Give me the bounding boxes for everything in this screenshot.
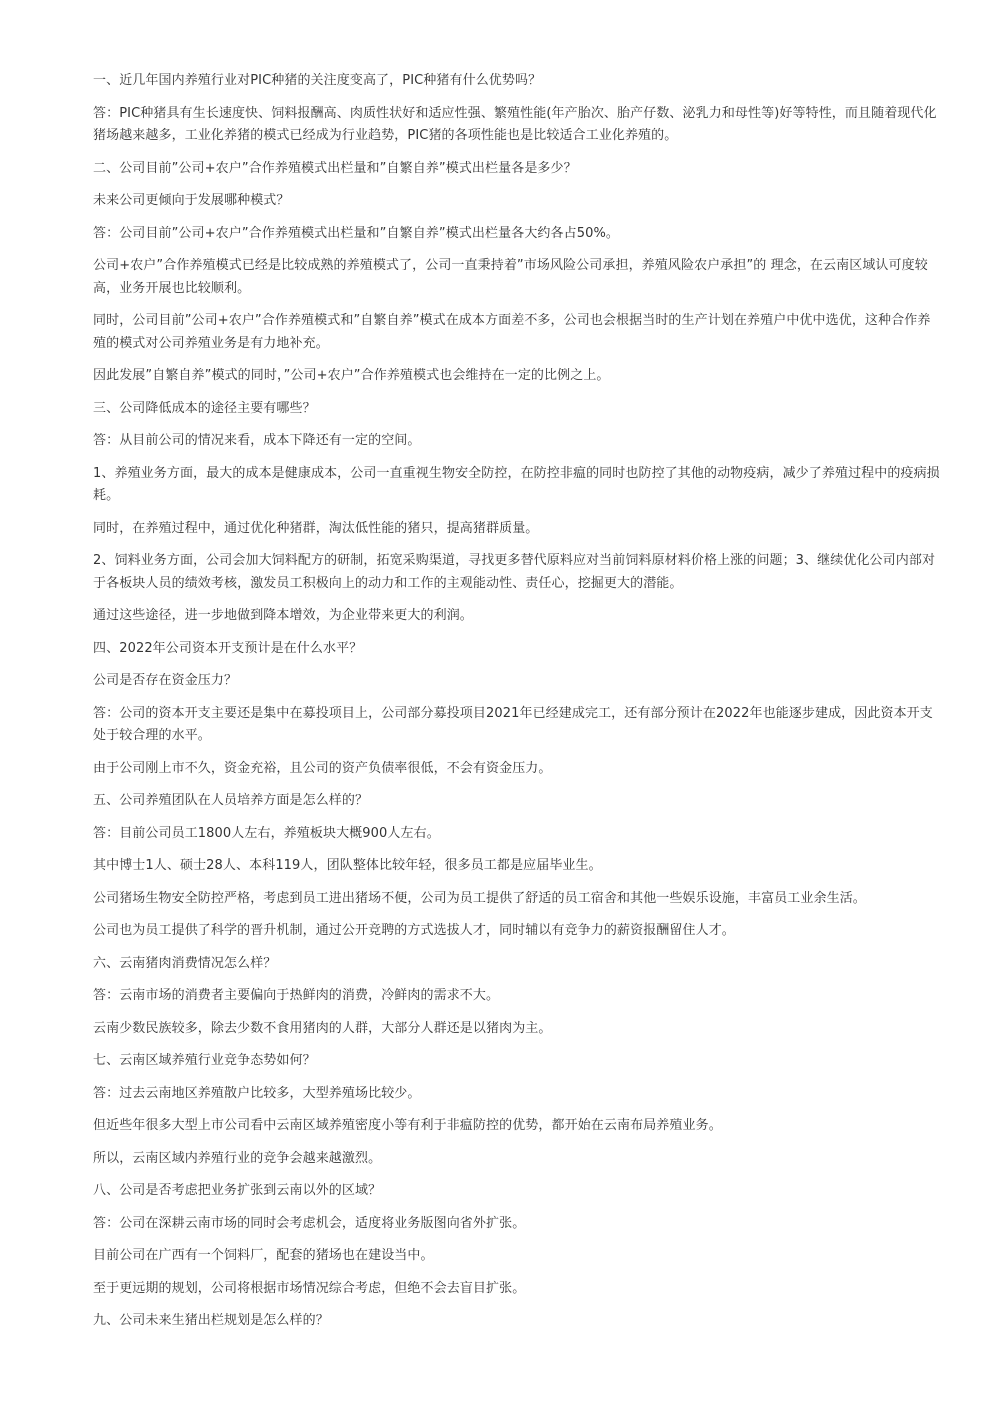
paragraph: 所以，云南区域内养殖行业的竞争会越来越激烈。: [93, 1150, 382, 1166]
paragraph: 同时，在养殖过程中，通过优化种猪群，淘汰低性能的猪只，提高猪群质量。: [93, 520, 539, 536]
paragraph: 答：目前公司员工1800人左右，养殖板块大概900人左右。: [93, 825, 440, 841]
paragraph: 目前公司在广西有一个饲料厂，配套的猪场也在建设当中。: [93, 1248, 434, 1263]
paragraph: 答：云南市场的消费者主要偏向于热鲜肉的消费，冷鲜肉的需求不大。: [93, 988, 500, 1003]
paragraph: 同时，公司目前”公司+农户”合作养殖模式和”自繁自养”模式在成本方面差不多，公司也会根据当时的生产计划在养殖户中优中选优，这种合作养殖的模式对公司养殖业务是有力地补充。: [93, 313, 931, 351]
paragraph: 2、饲料业务方面，公司会加大饲料配方的研制，拓宽采购渠道，寻找更多替代原料应对当前饲料原材料价格上涨的问题；3、继续优化公司内部对于各板块人员的绩效考核，激发员工积极向上的动力和工作的主观能动性、责任心，挖掘更大的潜能。: [93, 553, 936, 591]
paragraph: 七、云南区域养殖行业竞争态势如何？: [93, 1053, 316, 1068]
paragraph: 答：过去云南地区养殖散户比较多，大型养殖场比较少。: [93, 1085, 421, 1101]
paragraph: 二、公司目前”公司+农户”合作养殖模式出栏量和”自繁自养”模式出栏量各是多少？: [93, 160, 577, 176]
paragraph: 其中博士1人、硕士28人、本科119人，团队整体比较年轻，很多员工都是应届毕业生。: [93, 858, 602, 873]
paragraph: 答：PIC种猪具有生长速度快、饲料报酬高、肉质性状好和适应性强、繁殖性能(年产胎次、胎产仔数、泌乳力和母性等)好等特性，而且随着现代化猪场越来越多，工业化养猪的模式已经成为行业趋势，PIC猪的各项性能也是比较适合工业化养殖的。: [93, 105, 937, 143]
paragraph: 答：公司的资本开支主要还是集中在募投项目上，公司部分募投项目2021年已经建成完工，还有部分预计在2022年也能逐步建成，因此资本开支处于较合理的水平。: [93, 705, 933, 743]
paragraph: 因此发展”自繁自养”模式的同时，”公司+农户”合作养殖模式也会维持在一定的比例之上。: [93, 368, 610, 383]
paragraph: 九、公司未来生猪出栏规划是怎么样的？: [93, 1313, 329, 1328]
paragraph: 由于公司刚上市不久，资金充裕，且公司的资产负债率很低，不会有资金压力。: [93, 760, 552, 776]
paragraph: 公司+农户”合作养殖模式已经是比较成熟的养殖模式了，公司一直秉持着”市场风险公司承担，养殖风险农户承担”的 理念，在云南区域认可度较高，业务开展也比较顺利。: [93, 258, 928, 296]
paragraph: 答：公司目前”公司+农户”合作养殖模式出栏量和”自繁自养”模式出栏量各大约各占50%。: [93, 225, 620, 241]
paragraph: 四、2022年公司资本开支预计是在什么水平？: [93, 640, 363, 656]
paragraph: 三、公司降低成本的途径主要有哪些？: [93, 400, 316, 416]
paragraph: 云南少数民族较多，除去少数不食用猪肉的人群，大部分人群还是以猪肉为主。: [93, 1020, 552, 1036]
paragraph: 未来公司更倾向于发展哪种模式？: [93, 193, 290, 208]
paragraph: 但近些年很多大型上市公司看中云南区域养殖密度小等有利于非瘟防控的优势，都开始在云南布局养殖业务。: [93, 1118, 722, 1133]
paragraph: 通过这些途径，进一步地做到降本增效，为企业带来更大的利润。: [93, 608, 473, 623]
paragraph: 五、公司养殖团队在人员培养方面是怎么样的？: [93, 793, 369, 808]
paragraph: 公司也为员工提供了科学的晋升机制，通过公开竞聘的方式选拔人才，同时辅以有竞争力的薪资报酬留住人才。: [93, 923, 735, 938]
paragraph: 公司是否存在资金压力？: [93, 673, 238, 688]
document-body: [93, 70, 943, 1343]
paragraph: 至于更远期的规划，公司将根据市场情况综合考虑，但绝不会去盲目扩张。: [93, 1280, 526, 1296]
paragraph: 公司猪场生物安全防控严格，考虑到员工进出猪场不便，公司为员工提供了舒适的员工宿舍和其他一些娱乐设施，丰富员工业余生活。: [93, 890, 866, 906]
paragraph: 八、公司是否考虑把业务扩张到云南以外的区域？: [93, 1183, 382, 1198]
paragraph: 答：从目前公司的情况来看，成本下降还有一定的空间。: [93, 433, 421, 448]
paragraph: 六、云南猪肉消费情况怎么样？: [93, 955, 277, 971]
paragraph: 1、养殖业务方面，最大的成本是健康成本，公司一直重视生物安全防控，在防控非瘟的同时也防控了其他的动物疫病，减少了养殖过程中的疫病损耗。: [93, 465, 940, 503]
paragraph: 一、近几年国内养殖行业对PIC种猪的关注度变高了，PIC种猪有什么优势吗？: [93, 73, 542, 88]
paragraph: 答：公司在深耕云南市场的同时会考虑机会，适度将业务版图向省外扩张。: [93, 1215, 526, 1231]
